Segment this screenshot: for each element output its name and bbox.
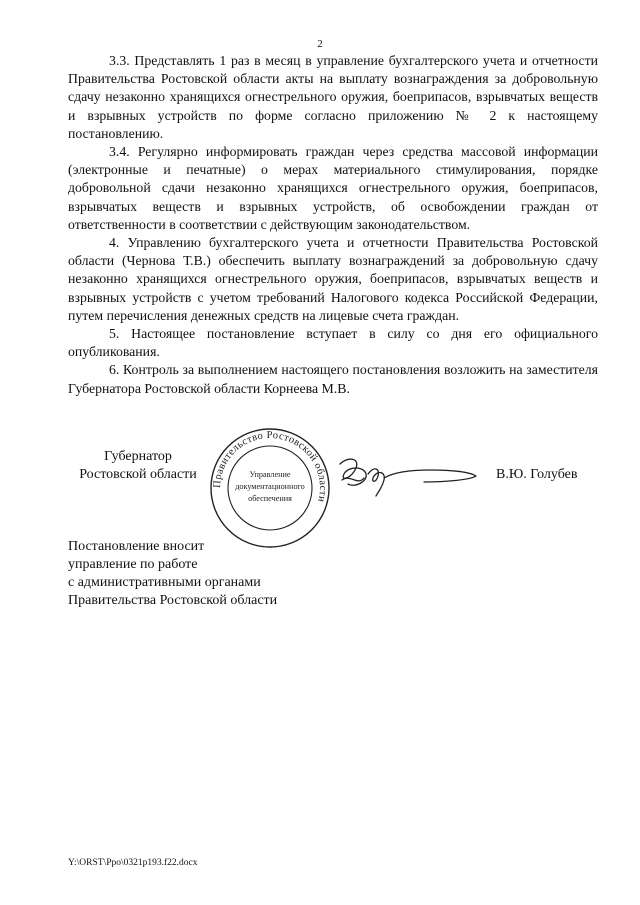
svg-text:Правительство Ростовской облас: [212, 430, 328, 503]
governor-title-line1: Губернатор: [104, 449, 172, 464]
paragraph-6: 6. Контроль за выполнением настоящего постановления возложить на заместителя Губернатора Ростовской области Корнеева М.В.: [68, 362, 598, 396]
page-number: 2: [317, 38, 323, 50]
seal-inner-line2: документационного: [235, 482, 305, 491]
paragraph-3-3: 3.3. Представлять 1 раз в месяц в управление бухгалтерского учета и отчетности Правительства Ростовской области акты на выплату вознаграждения за добровольную сдачу незаконно хранящихся огнестрельного оружия, боеприпасов, взрывчатых веществ и взрывных устройств по форме согласно приложению № 2 к настоящему постановлению.: [68, 53, 598, 141]
paragraph-4: 4. Управлению бухгалтерского учета и отчетности Правительства Ростовской области (Чернова Т.В.) обеспечить выплату вознаграждений за добровольную сдачу незаконно хранящихся огнестрельного оружия, боеприпасов, взрывчатых веществ и взрывных устройств с учетом требований Налогового кодекса Российской Федерации, путем перечисления денежных средств на лицевые счета граждан.: [68, 235, 598, 323]
submission-note: [68, 538, 277, 610]
governor-name: В.Ю. Голубев: [496, 467, 578, 482]
document-body: [68, 52, 598, 398]
handwritten-signature: [334, 452, 482, 502]
submission-note-line1: Постановление вносит: [68, 539, 205, 554]
submission-note-line2: управление по работе: [68, 557, 198, 572]
paragraph-5: 5. Настоящее постановление вступает в силу со дня его официального опубликования.: [68, 326, 598, 360]
submission-note-line4: Правительства Ростовской области: [68, 593, 278, 608]
seal-inner-line1: Управление: [249, 470, 291, 479]
footer-file-path: Y:\ORST\Ppo\0321p193.f22.docx: [68, 858, 198, 868]
seal-inner-line3: обеспечения: [248, 494, 292, 503]
official-seal: [208, 426, 332, 550]
paragraph-3-4: 3.4. Регулярно информировать граждан через средства массовой информации (электронные и печатные) о мерах материального стимулирования, порядке добровольной сдачи незаконно хранящихся огнестрельного оружия, боеприпасов, взрывчатых веществ и взрывных устройств, об освобождении граждан от ответственности в соответствии с действующим законодательством.: [68, 144, 598, 232]
governor-title: [68, 448, 208, 484]
submission-note-line3: с административными органами: [68, 575, 261, 590]
seal-outer-text: Правительство Ростовской области: [211, 429, 329, 504]
governor-title-line2: Ростовской области: [79, 467, 197, 482]
